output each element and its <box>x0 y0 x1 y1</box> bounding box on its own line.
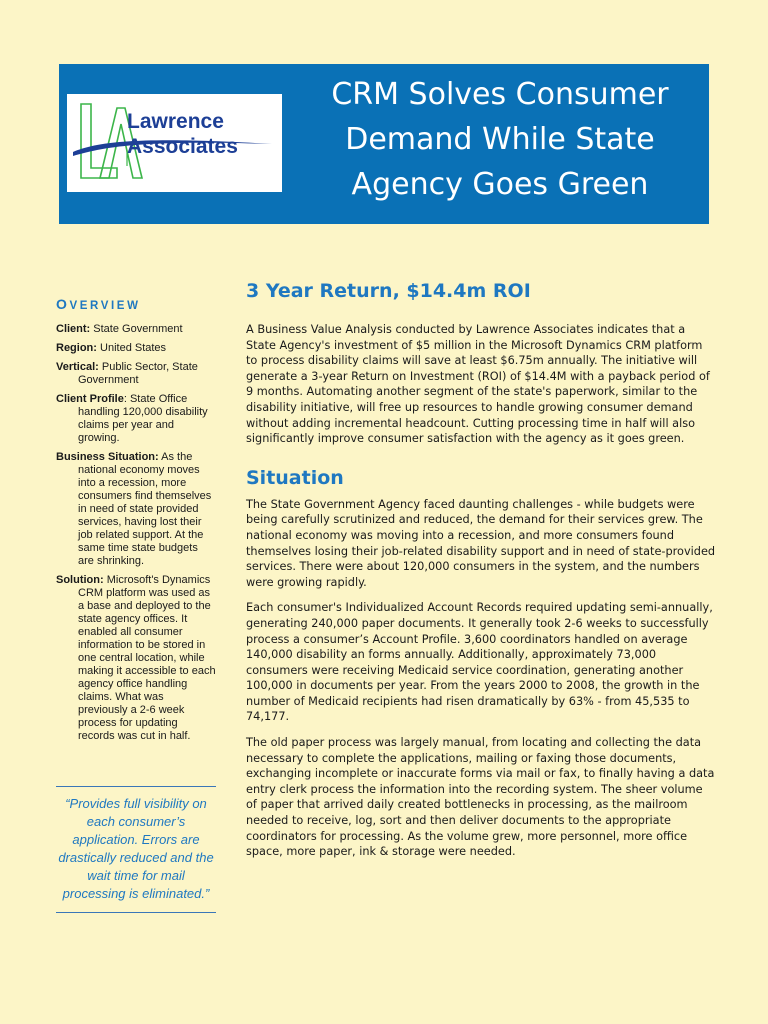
company-logo <box>67 94 282 192</box>
overview-item-client-profile: Client Profile: State Office handling 120,000 disability claims per year and growing. <box>56 393 208 444</box>
page-title <box>295 72 705 207</box>
situation-paragraph-1: The State Government Agency faced daunting challenges - while budgets were being carefully scrutinized and reduced, the demand for their services grew. The national economy was moving into a recession, and more consumers found themselves losing their job-related disability support and in need of state-provided services. There were about 120,000 consumers in the system, and the numbers were growing rapidly. <box>246 497 716 589</box>
title-line-3: Agency Goes Green <box>351 167 649 202</box>
situation-paragraph-2: Each consumer's Individualized Account Records required updating semi-annually, generating 240,000 paper documents. It generally took 2-6 weeks to successfully process a consumer’s Account Profile. 3,600 coordinators handled on average 140,000 disability an forms annually. Additionally, approximately 73,000 consumers were receiving Medicaid service coordination, generating another 100,000 in documents per year. From the years 2000 to 2008, the growth in the number of Medicaid recipients had risen dramatically by 63% - from 45,535 to 74,177. <box>246 601 713 724</box>
pull-quote: “Provides full visibility on each consumer’s application. Errors are drastically reduced and the wait time for mail processing is eliminated.” <box>56 786 216 913</box>
situation-heading: Situation <box>246 466 344 489</box>
situation-paragraph-3: The old paper process was largely manual, from locating and collecting the data necessary to complete the applications, mailing or faxing those documents, exchanging incomplete or inaccurate forms via mail or fax, to finally having a data entry clerk process the information into the recording system. The sheer volume of paper that arrived daily created bottlenecks in processing, as the mailroom needed to receive, log, sort and then deliver documents to the appropriate coordinators for processing. As the volume grew, more personnel, more office space, more paper, ink & storage were needed. <box>246 736 715 859</box>
title-line-2: Demand While State <box>345 122 655 157</box>
overview-item-business-situation: Business Situation: As the national economy moves into a recession, more consumers find themselves in need of state provided services, having lost their job related support. At the same time state budgets are shrinking. <box>56 451 212 567</box>
overview-item-client: Client: State Government <box>56 323 183 335</box>
overview-item-region: Region: United States <box>56 342 167 354</box>
logo-line-1: Lawrence <box>127 110 224 133</box>
header-banner <box>59 64 709 224</box>
roi-paragraph: A Business Value Analysis conducted by Lawrence Associates indicates that a State Agency's investment of $5 million in the Microsoft Dynamics CRM platform to process disability claims will save at least $6.75m annually. The initiative will generate a 3-year Return on Investment (ROI) of $14.4M with a payback period of 9 months. Automating another segment of the state's paperwork, similar to the disability initiative, will free up resources to handle growing consumer demand without adding incremental headcount. Cutting processing time in half will also significantly improve consumer satisfaction with the agency as it goes green. <box>246 323 710 446</box>
overview-sidebar <box>56 298 216 749</box>
roi-heading: 3 Year Return, $14.4m ROI <box>246 280 531 302</box>
logo-line-2: Associates <box>127 135 238 158</box>
title-line-1: CRM Solves Consumer <box>331 77 669 112</box>
main-content <box>246 280 716 860</box>
overview-item-solution: Solution: Microsoft's Dynamics CRM platform was used as a base and deployed to the state agency offices. It enabled all consumer information to be stored in one central location, while making it accessible to each agency office handling claims. What was previously a 2-6 week process for updating records was cut in half. <box>56 574 216 742</box>
overview-item-vertical: Vertical: Public Sector, State Government <box>56 361 198 386</box>
overview-title: OVERVIEW <box>56 296 141 312</box>
